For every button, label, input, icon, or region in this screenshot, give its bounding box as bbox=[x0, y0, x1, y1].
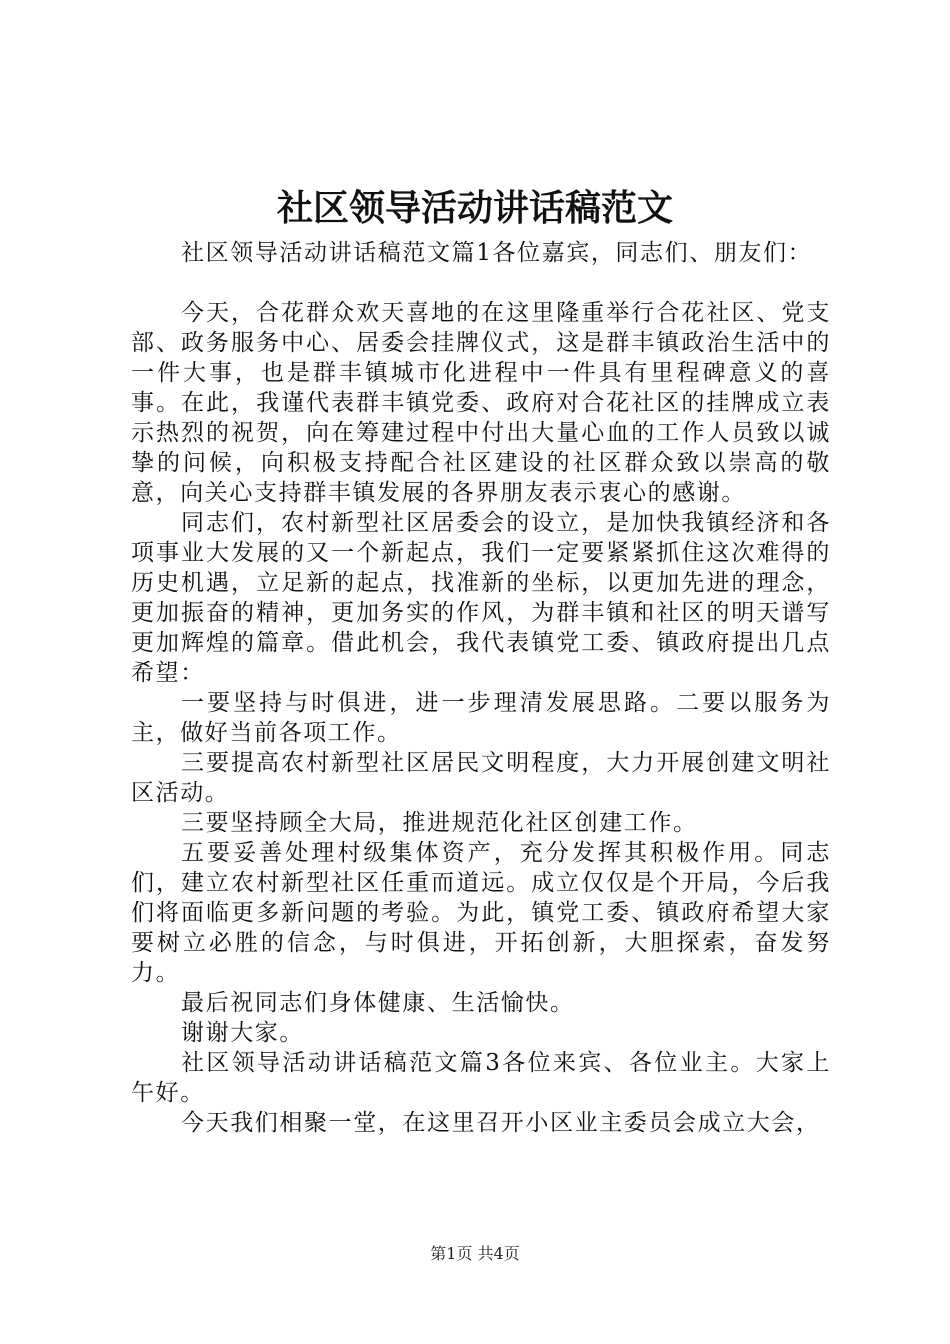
paragraph-6: 三要坚持顾全大局，推进规范化社区创建工作。 bbox=[181, 810, 698, 836]
paragraph-1: 社区领导活动讲话稿范文篇1各位嘉宾，同志们、朋友们： bbox=[181, 240, 813, 266]
paragraph-4: 一要坚持与时俱进，进一步理清发展思路。二要以服务为主，做好当前各项工作。 bbox=[131, 690, 831, 746]
paragraph-gap bbox=[131, 268, 831, 298]
paragraph-10: 社区领导活动讲话稿范文篇3各位来宾、各位业主。大家上午好。 bbox=[131, 1050, 831, 1106]
paragraph-5: 三要提高农村新型社区居民文明程度，大力开展创建文明社区活动。 bbox=[131, 750, 831, 806]
page-footer: 第1页 共4页 bbox=[430, 1244, 520, 1263]
paragraph-11: 今天我们相聚一堂，在这里召开小区业主委员会成立大会， bbox=[181, 1110, 821, 1136]
paragraph-3: 同志们，农村新型社区居委会的设立，是加快我镇经济和各项事业大发展的又一个新起点，我们一定要紧紧抓住这次难得的历史机遇，立足新的起点，找准新的坐标，以更加先进的理念，更加振奋的精神，更加务实的作风，为群丰镇和社区的明天谱写更加辉煌的篇章。借此机会，我代表镇党工委、镇政府提出几点希望： bbox=[131, 510, 831, 686]
paragraph-9: 谢谢大家。 bbox=[181, 1020, 304, 1046]
paragraph-2: 今天，合花群众欢天喜地的在这里隆重举行合花社区、党支部、政务服务中心、居委会挂牌仪式，这是群丰镇政治生活中的一件大事，也是群丰镇城市化进程中一件具有里程碑意义的喜事。在此，我谨代表群丰镇党委、政府对合花社区的挂牌成立表示热烈的祝贺，向在筹建过程中付出大量心血的工作人员致以诚挚的问候，向积极支持配合社区建设的社区群众致以崇高的敬意，向关心支持群丰镇发展的各界朋友表示衷心的感谢。 bbox=[131, 300, 831, 506]
paragraph-8: 最后祝同志们身体健康、生活愉快。 bbox=[181, 990, 575, 1016]
document-title: 社区领导活动讲话稿范文 bbox=[276, 187, 673, 229]
document-body bbox=[131, 238, 831, 1138]
paragraph-7: 五要妥善处理村级集体资产，充分发挥其积极作用。同志们，建立农村新型社区任重而道远。成立仅仅是个开局，今后我们将面临更多新问题的考验。为此，镇党工委、镇政府希望大家要树立必胜的信念，与时俱进，开拓创新，大胆探索，奋发努力。 bbox=[131, 840, 831, 986]
